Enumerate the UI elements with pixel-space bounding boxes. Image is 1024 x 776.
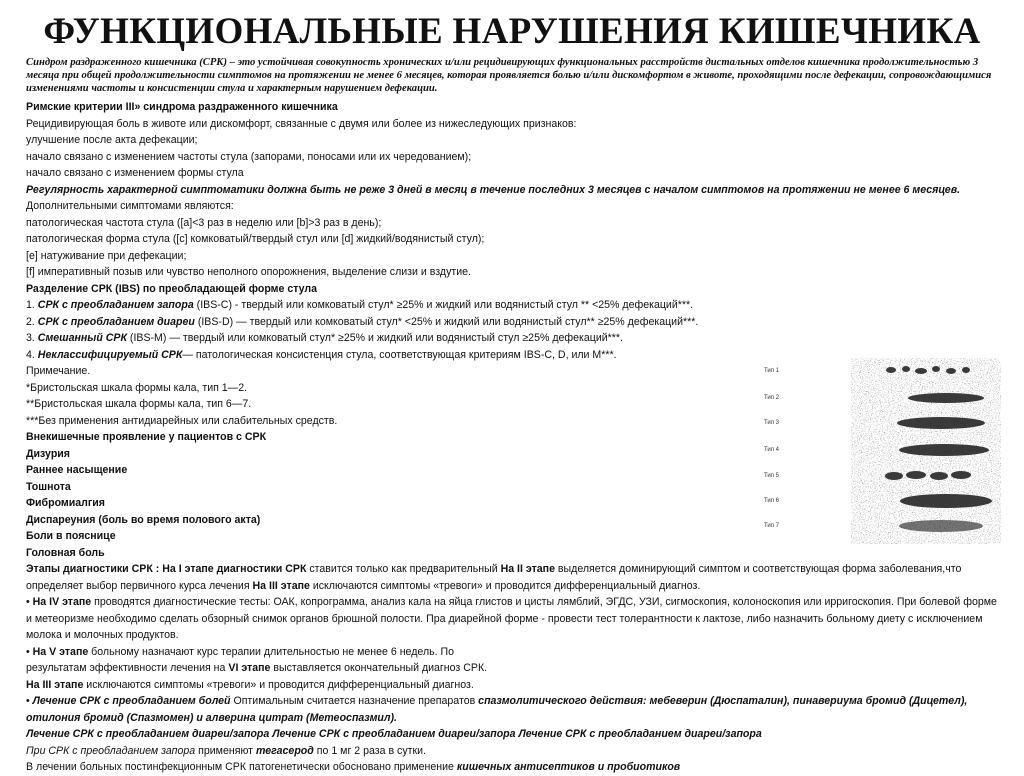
constipation-line: При СРК с преобладанием запора применяют тегасерод по 1 мг 2 раза в сутки. [26, 744, 426, 757]
bristol-type-label: Тип 1 [764, 368, 780, 374]
note-item: ***Без применения антидиарейных или слабительных средств. [26, 414, 338, 427]
intro-paragraph: Синдром раздраженного кишечника (СРК) – это устойчивая совокупность хронических и/или рецидивирующих функциональных расстройств дистальных отделов кишечника продолжительностью 3 месяца при общей продолжительности симптомов на протяжении не менее 6 месяцев, которая проявляется болью и/или дискомфортом в животе, проходящими после дефекации, сопровождающимися изменениями частоты и консистенции стула и характерным нарушением дефекации. [26, 57, 992, 94]
bristol-type-label: Тип 5 [764, 473, 780, 479]
additional-heading: Дополнительными симптомами являются: [26, 200, 234, 212]
division-heading: Разделение СРК (IBS) по преобладающей форме стула [26, 282, 318, 295]
subtype-item: 3. Смешанный СРК (IBS-M) — твердый или комковатый стул* ≥25% и жидкий или водянистый стул ≥25% дефекаций***. [26, 332, 623, 344]
additional-item: патологическая форма стула ([c] комковатый/твердый стул или [d] жидкий/водянистый стул); [26, 233, 485, 245]
bristol-type-label: Тип 7 [764, 523, 780, 529]
bristol-type-label: Тип 4 [764, 447, 780, 453]
note-item: *Бристольская шкала формы кала, тип 1—2. [26, 381, 248, 394]
rome-item: улучшение после акта дефекации; [26, 134, 198, 146]
additional-item: [f] императивный позыв или чувство неполного опорожнения, выделение слизи и вздутие. [26, 266, 471, 278]
extra-item: Фибромиалгия [26, 497, 105, 509]
diarrhea-treatment-line: Лечение СРК с преобладанием диареи/запора Лечение СРК с преобладанием диареи/запора Лечение СРК с преобладанием диареи/запора [26, 728, 762, 740]
postinfection-line: В лечении больных постинфекционным СРК патогенетически обосновано применение кишечных антисептиков и пробиотиков [26, 761, 681, 773]
page-title: ФУНКЦИОНАЛЬНЫЕ НАРУШЕНИЯ КИШЕЧНИКА [43, 11, 981, 52]
stage-iv-paragraph: • На IV этапе проводятся диагностические тесты: ОАК, копрограмма, анализ кала на яйца глистов и цисты лямблий, ЭГДС, УЗИ, сигмоскопия, колоноскопия или ирригоскопия. При болевой форме и метеоризме необходимо сделать обзорный снимок органов брюшной полости. Пра диарейной форме - провести тест толерантности к лактозе, либо назначить больному диету с исключением молока и молочных продуктов. [26, 596, 997, 641]
subtype-item: 2. СРК с преобладанием диареи (IBS-D) — твердый или комковатый стул* <25% и жидкий или водянистый стул** ≥25% дефекаций***. [26, 315, 699, 328]
bristol-type-label: Тип 3 [764, 420, 780, 426]
bristol-type-label: Тип 2 [764, 395, 780, 401]
extra-item: Раннее насыщение [26, 464, 128, 476]
notes-heading: Примечание. [26, 365, 91, 377]
extra-heading: Внекишечные проявление у пациентов с СРК [26, 431, 267, 443]
stage-v-line: • На V этапе больному назначают курс терапии длительностью не менее 6 недель. По [26, 645, 455, 658]
rome-heading: Римские критерии III» синдрома раздраженного кишечника [26, 101, 338, 113]
stages-paragraph: Этапы диагностики СРК : На I этапе диагностики СРК ставится только как предварительный На II этапе выделяется доминирующий симптом и соответствующая форма заболевания,что определяет выбор первичного курса лечения На III этапе исключаются симптомы «тревоги» и проводится дифференциальный диагноз. [26, 563, 962, 592]
regularity-note: Регулярность характерной симптоматики должна быть не реже 3 дней в месяц в течение последних 3 месяцев с началом симптомов на протяжении не менее 6 месяцев. [26, 183, 961, 196]
subtype-item: 1. СРК с преобладанием запора (IBS-C) - твердый или комковатый стул* ≥25% и жидкий или водянистый стул ** <25% дефекаций***. [26, 299, 694, 311]
extra-item: Боли в пояснице [26, 530, 116, 542]
extra-item: Тошнота [26, 480, 71, 493]
rome-item: начало связано с изменением частоты стула (запорами, поносами или их чередованием); [26, 150, 472, 163]
bristol-scale-figure [756, 358, 1004, 544]
bristol-scale-image [756, 358, 1004, 544]
stage-vi-line: результатам эффективности лечения на VI этапе выставляется окончательный диагноз СРК. [26, 662, 488, 674]
stage-iii-line: На III этапе исключаются симптомы «тревоги» и проводится дифференциальный диагноз. [26, 678, 474, 691]
pain-treatment-paragraph: • Лечение СРК с преобладанием болей Оптимальным считается назначение препаратов спазмолитического действия: мебеверин (Дюспаталин), пинавериума бромид (Дицетел), отилония бромид (Спазмомен) и алверина цитрат (Метеоспазмил). [26, 695, 968, 724]
extra-item: Диспареуния (боль во время полового акта) [26, 513, 261, 526]
extra-item: Дизурия [26, 447, 70, 460]
subtype-item: 4. Неклассифицируемый СРК— патологическая консистенция стула, соответствующая критериям IBS-C, D, или M***. [26, 348, 617, 361]
rome-intro: Рецидивирующая боль в животе или дискомфорт, связанные с двумя или более из нижеследующих признаков: [26, 117, 577, 130]
rome-item: начало связано с изменением формы стула [26, 167, 244, 179]
note-item: **Бристольская шкала формы кала, тип 6—7. [26, 398, 252, 410]
extra-item: Головная боль [26, 546, 105, 559]
additional-item: [e] натуживание при дефекации; [26, 249, 187, 262]
additional-item: патологическая частота стула ([a]<3 раз в неделю или [b]>3 раз в день); [26, 216, 382, 229]
bristol-type-label: Тип 6 [764, 498, 780, 504]
